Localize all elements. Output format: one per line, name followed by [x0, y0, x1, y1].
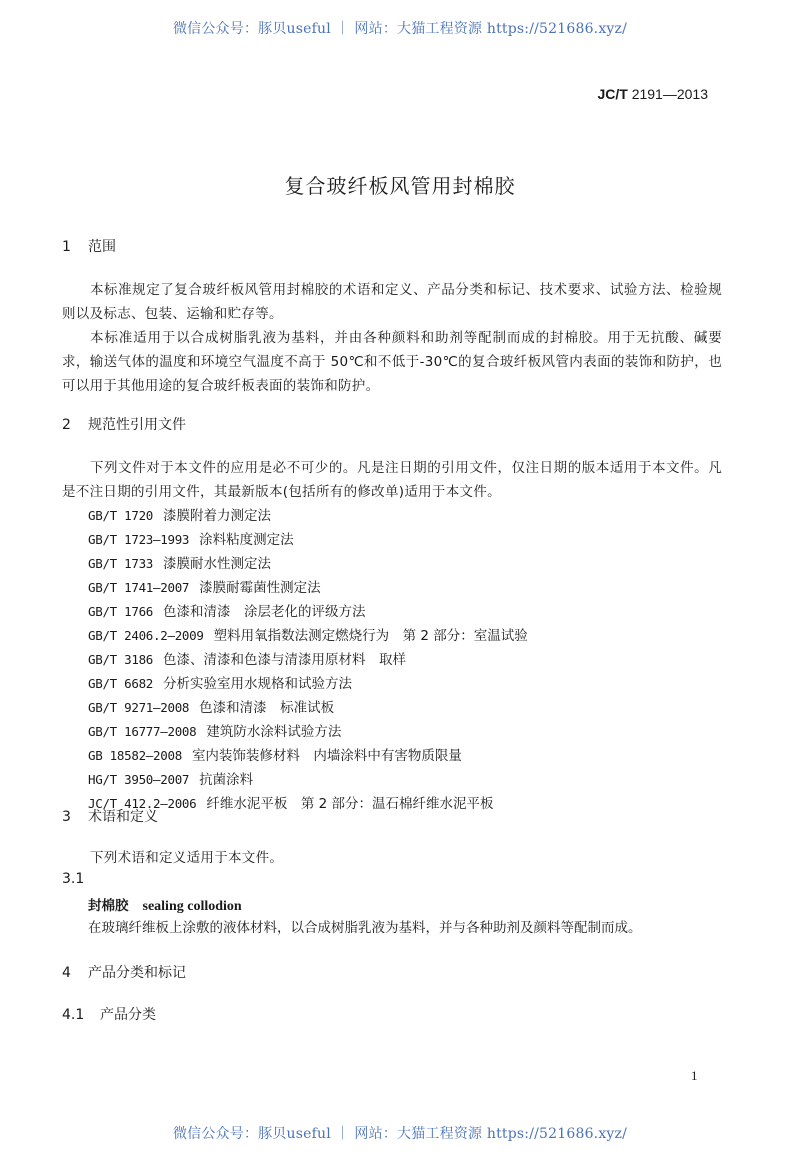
section-title: 术语和定义	[88, 809, 158, 825]
reference-item	[88, 528, 528, 552]
reference-name: 室内装饰装修材料 内墙涂料中有害物质限量	[191, 748, 462, 764]
reference-item	[88, 624, 528, 648]
reference-item	[88, 672, 528, 696]
reference-name: 建筑防水涂料试验方法	[206, 724, 342, 740]
term-chinese: 封棉胶	[88, 898, 129, 914]
section-number: 2	[62, 417, 71, 433]
section-title: 产品分类和标记	[88, 965, 186, 981]
reference-name: 漆膜耐霉菌性测定法	[199, 580, 321, 596]
section-title: 范围	[88, 239, 116, 255]
section-1-paragraph-2: 本标准适用于以合成树脂乳液为基料，并由各种颜料和助剂等配制而成的封棉胶。用于无抗酸、碱要求，输送气体的温度和环境空气温度不高于 50℃和不低于-30℃的复合玻纤板风管内表面的装饰和防护，也可以用于其他用途的复合玻纤板表面的装饰和防护。	[62, 330, 722, 394]
reference-code: GB/T 3186	[88, 652, 154, 667]
reference-code: GB 18582—2008	[88, 748, 182, 763]
reference-name: 抗菌涂料	[199, 772, 254, 788]
section-1-paragraph-1: 本标准规定了复合玻纤板风管用封棉胶的术语和定义、产品分类和标记、技术要求、试验方法、检验规则以及标志、包装、运输和贮存等。	[62, 282, 722, 322]
page-number: 1	[691, 1068, 698, 1083]
reference-code: JC/T 412.2—2006	[88, 796, 197, 811]
reference-code: GB/T 2406.2—2009	[88, 628, 204, 643]
reference-code: GB/T 1723—1993	[88, 532, 190, 547]
section-3-heading	[62, 806, 158, 826]
section-3-intro: 下列术语和定义适用于本文件。	[90, 850, 284, 866]
reference-code: GB/T 1741—2007	[88, 580, 190, 595]
reference-item	[88, 648, 528, 672]
term-number: 3.1	[62, 871, 85, 887]
reference-name: 漆膜耐水性测定法	[163, 556, 272, 572]
reference-item	[88, 768, 528, 792]
section-4-heading	[62, 962, 186, 982]
watermark-bottom: 微信公众号：豚贝useful ｜ 网站：大猫工程资源 https://521686.xyz/	[172, 1126, 628, 1142]
reference-code: GB/T 1766	[88, 604, 154, 619]
reference-code: HG/T 3950—2007	[88, 772, 190, 787]
document-title: 复合玻纤板风管用封棉胶	[284, 174, 516, 198]
reference-name: 色漆、清漆和色漆与清漆用原材料 取样	[163, 652, 407, 668]
term-definition: 在玻璃纤维板上涂敷的液体材料，以合成树脂乳液为基料，并与各种助剂及颜料等配制而成。	[88, 920, 642, 936]
section-title: 规范性引用文件	[88, 417, 186, 433]
reference-name: 色漆和清漆 标准试板	[199, 700, 335, 716]
reference-item	[88, 696, 528, 720]
subsection-4-1-heading	[62, 1004, 156, 1024]
standard-number: 2191—2013	[627, 86, 708, 102]
reference-code: GB/T 1720	[88, 508, 154, 523]
section-2-heading	[62, 414, 186, 434]
section-number: 1	[62, 239, 71, 255]
reference-name: 色漆和清漆 涂层老化的评级方法	[163, 604, 366, 620]
standard-prefix: JC/T	[597, 86, 628, 102]
reference-code: GB/T 16777—2008	[88, 724, 197, 739]
reference-code: GB/T 6682	[88, 676, 154, 691]
reference-name: 分析实验室用水规格和试验方法	[163, 676, 353, 692]
reference-item	[88, 552, 528, 576]
section-number: 4	[62, 965, 71, 981]
reference-code: GB/T 9271—2008	[88, 700, 190, 715]
subsection-number: 4.1	[62, 1007, 85, 1023]
reference-list	[88, 504, 528, 816]
reference-code: GB/T 1733	[88, 556, 154, 571]
reference-item	[88, 576, 528, 600]
section-number: 3	[62, 809, 71, 825]
term-heading	[88, 894, 242, 915]
section-2-intro: 下列文件对于本文件的应用是必不可少的。凡是注日期的引用文件，仅注日期的版本适用于本文件。凡是不注日期的引用文件，其最新版本(包括所有的修改单)适用于本文件。	[62, 460, 722, 500]
watermark-top: 微信公众号：豚贝useful ｜ 网站：大猫工程资源 https://521686.xyz/	[172, 21, 628, 37]
reference-name: 塑料用氧指数法测定燃烧行为 第 2 部分：室温试验	[213, 628, 528, 644]
reference-item	[88, 600, 528, 624]
reference-item	[88, 504, 528, 528]
section-1-heading	[62, 236, 116, 256]
reference-name: 漆膜附着力测定法	[163, 508, 272, 524]
subsection-title: 产品分类	[100, 1007, 156, 1023]
reference-item	[88, 720, 528, 744]
reference-item	[88, 744, 528, 768]
reference-name: 涂料粘度测定法	[199, 532, 294, 548]
standard-code	[597, 86, 708, 102]
reference-name: 纤维水泥平板 第 2 部分：温石棉纤维水泥平板	[206, 796, 494, 812]
term-english: sealing collodion	[142, 899, 242, 914]
